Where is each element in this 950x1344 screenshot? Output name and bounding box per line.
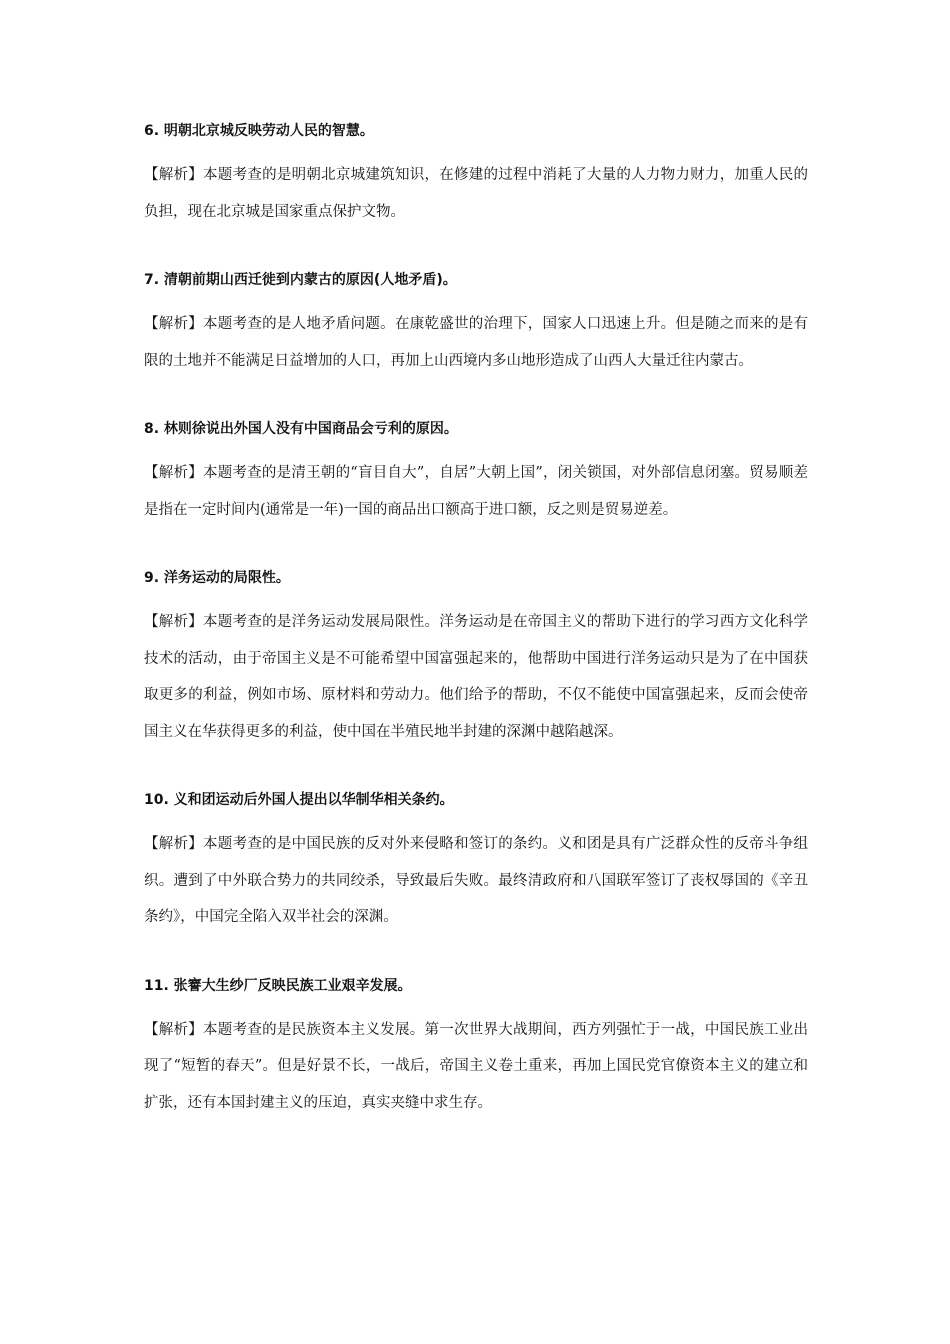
analysis-tag: 【解析】 [144,1021,204,1038]
document-content [144,119,808,1159]
analysis-tag: 【解析】 [144,614,204,630]
analysis-text: 本题考查的是清王朝的“盲目自大”，自居”大朝上国”，闭关锁国，对外部信息闭塞。贸易顺差是指在一定时间内(通常是一年)一国的商品出口额高于进口额，反之则是贸易逆差。 [144,465,809,518]
question-title: 9. 洋务运动的局限性。 [144,570,290,586]
question-title: 10. 义和团运动后外国人提出以华制华相关条约。 [144,792,454,808]
question-item-8 [144,417,808,528]
analysis-text: 本题考查的是民族资本主义发展。第一次世界大战期间，西方列强忙于一战，中国民族工业出现了“短暂的春天”。但是好景不长，一战后，帝国主义卷土重来，再加上国民党官僚资本主义的建立和扩张，还有本国封建主义的压迫，真实夹缝中求生存。 [144,1021,808,1111]
analysis-paragraph [144,306,808,379]
analysis-tag: 【解析】 [144,836,204,852]
analysis-paragraph [144,1012,808,1122]
question-title: 7. 清朝前期山西迁徙到内蒙古的原因(人地矛盾)。 [144,272,457,288]
question-item-10 [144,788,808,936]
question-item-7 [144,268,808,379]
analysis-text: 本题考查的是洋务运动发展局限性。洋务运动是在帝国主义的帮助下进行的学习西方文化科学技术的活动，由于帝国主义是不可能希望中国富强起来的，他帮助中国进行洋务运动只是为了在中国获取更多的利益，例如市场、原材料和劳动力。他们给予的帮助，不仅不能使中国富强起来，反而会使帝国主义在华获得更多的利益，使中国在半殖民地半封建的深渊中越陷越深。 [144,614,808,740]
analysis-tag: 【解析】 [144,316,204,332]
question-item-9 [144,566,808,750]
analysis-text: 本题考查的是中国民族的反对外来侵略和签订的条约。义和团是具有广泛群众性的反帝斗争组织。遭到了中外联合势力的共同绞杀，导致最后失败。最终清政府和八国联军签订了丧权辱国的《辛丑条约》，中国完全陷入双半社会的深渊。 [144,836,808,925]
analysis-paragraph [144,157,808,230]
question-title: 8. 林则徐说出外国人没有中国商品会亏利的原因。 [144,421,458,437]
analysis-text: 本题考查的是人地矛盾问题。在康乾盛世的治理下，国家人口迅速上升。但是随之而来的是有限的土地并不能满足日益增加的人口，再加上山西境内多山地形造成了山西人大量迁往内蒙古。 [144,316,808,369]
question-title: 11. 张謇大生纱厂反映民族工业艰辛发展。 [144,977,412,994]
analysis-tag: 【解析】 [144,465,203,481]
analysis-paragraph [144,455,808,528]
question-title: 6. 明朝北京城反映劳动人民的智慧。 [144,123,374,139]
analysis-text: 本题考查的是明朝北京城建筑知识，在修建的过程中消耗了大量的人力物力财力，加重人民的负担，现在北京城是国家重点保护文物。 [144,167,808,220]
analysis-paragraph [144,604,808,750]
analysis-tag: 【解析】 [144,167,204,183]
question-item-11 [144,974,808,1122]
analysis-paragraph [144,826,808,936]
question-item-6 [144,119,808,230]
